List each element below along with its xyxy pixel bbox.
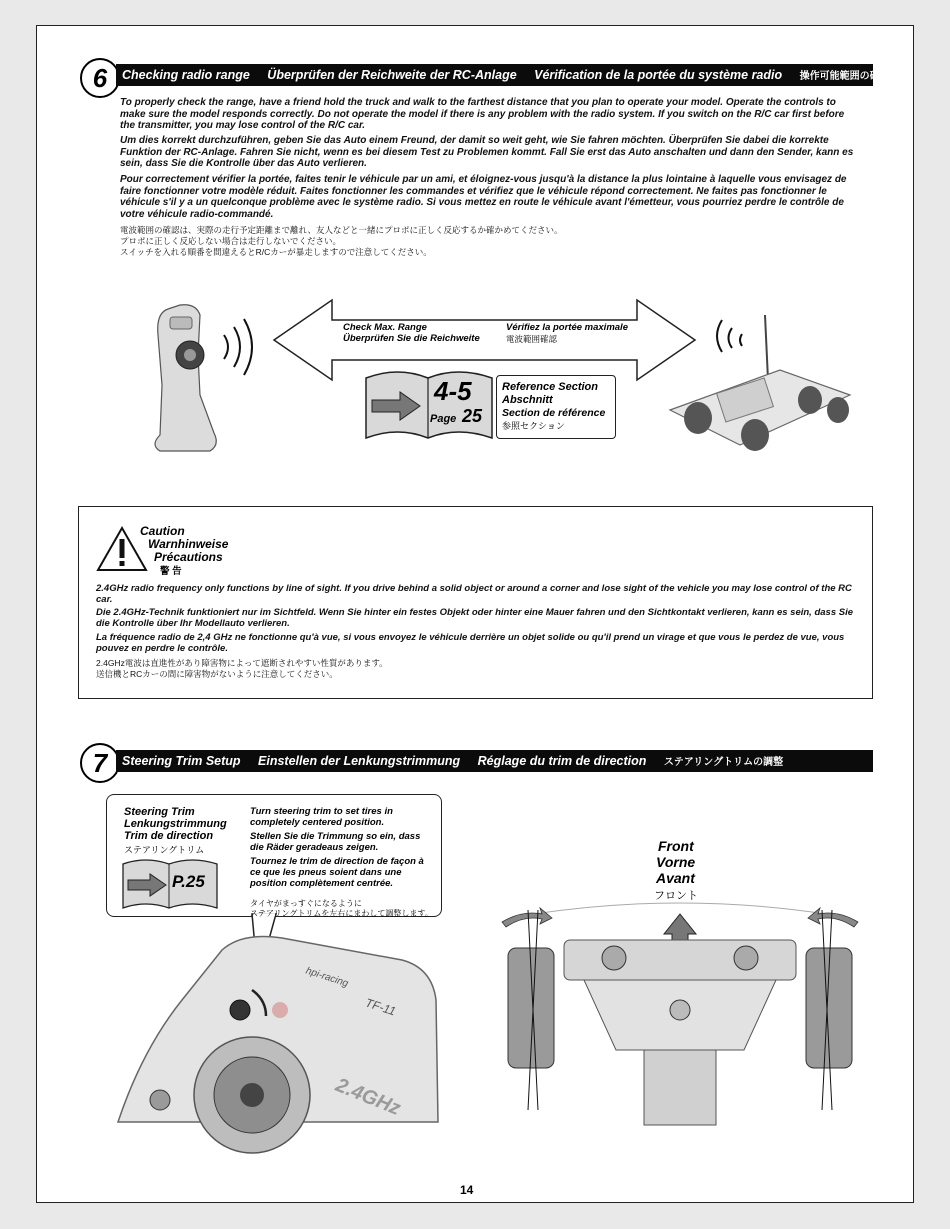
transmitter-brand-label: hpi-racing (304, 965, 350, 990)
front-label-jp: フロント (654, 890, 698, 902)
step-7-title-bar (116, 750, 873, 772)
step-7-number: 7 (80, 743, 120, 783)
ref-page-label: Page (430, 413, 457, 425)
caution-title-jp: 警 告 (160, 566, 182, 577)
ref-section-number: 4-5 (434, 376, 472, 406)
chassis-top-view-illustration (494, 900, 866, 1125)
arrow-label-de: Überprüfen Sie die Reichweite (343, 333, 480, 344)
step-6-title-jp: 操作可能範囲の確認 (799, 71, 890, 82)
step-7-title-fr: Réglage du trim de direction (477, 754, 647, 768)
step-6-text-jp-3: スイッチを入れる順番を間違えるとR/Cカーが暴走しますので注意してください。 (120, 247, 432, 257)
arrow-label-jp: 電波範囲確認 (506, 334, 558, 344)
callout-text-jp-1: タイヤがまっすぐになるように (250, 899, 362, 908)
step-6-number: 6 (80, 58, 120, 98)
callout-text-en: Turn steering trim to set tires in completely centered position. (250, 806, 393, 828)
callout-text-fr: Tournez le trim de direction de façon à ce que les pneus soient dans une position complètement centrée. (250, 856, 424, 889)
ref-label-de: Abschnitt (502, 394, 553, 406)
transmitter-frequency-label: 2.4GHz (332, 1074, 404, 1120)
step-6-title-en: Checking radio range (122, 68, 250, 82)
ref-label-en: Reference Section (502, 381, 598, 393)
step-6-text-fr: Pour correctement vérifier la portée, faites tenir le véhicule par un ami, et éloignez-vous jusqu'à la distance la plus lointaine à laquelle vous envisagez de faire fonctionner votre modèle réduit. Faites fonctionner les commandes et vérifiez que le véhicule répond correctement. Ne faites pas fonctionner le véhicule s'il y a un quelconque problème avec le système radio. Si vous mettez en route le véhicule avant l'émetteur, vous pourriez perdre le contrôle de votre véhicule radio-commandé. (120, 174, 847, 220)
ref-label-fr: Section de référence (502, 407, 606, 419)
caution-text-jp-1: 2.4GHz電波は直進性があり障害物によって遮断されやすい性質があります。 (96, 658, 388, 668)
arrow-label-en: Check Max. Range (343, 322, 427, 333)
front-label-fr: Avant (656, 870, 695, 886)
front-label-de: Vorne (656, 854, 696, 870)
callout-title-de: Lenkungstrimmung (124, 818, 227, 830)
caution-text-fr: La fréquence radio de 2,4 GHz ne fonctionne qu'à vue, si vous envoyez le véhicule derrière un objet solide ou qu'il prend un virage et que vous le perdez de vue, vous pouvez en perdre le contrôle. (96, 632, 845, 654)
callout-text-jp-2: ステアリングトリムを左右にまわして調整します。 (250, 909, 433, 918)
caution-text-de: Die 2.4GHz-Technik funktioniert nur im Sichtfeld. Wenn Sie hinter ein festes Objekt oder hinter eine Mauer fahren und den Sichtkontakt verlieren, kann es sein, dass Sie die Kontrolle über Ihr Modellauto verlieren. (96, 607, 854, 629)
caution-title-de: Warnhinweise (148, 537, 229, 551)
step-7-title-de: Einstellen der Lenkungstrimmung (258, 754, 461, 768)
callout-book-icon (120, 856, 220, 912)
step-6-text-de: Um dies korrekt durchzuführen, geben Sie das Auto einem Freund, der damit so weit geht, wie Sie fahren möchten. Überprüfen Sie dabei die korrekte Funktion der RC-Anlage. Fahren Sie nicht, wenn es bei diesem Test zu Problemen kommt. Fall Sie erst das Auto anschalten und dann den Sender, kann es sein, dass Sie die Kontrolle über das Auto verlieren. (120, 135, 854, 169)
step-6-title-bar (116, 64, 890, 86)
step-6-text-en: To properly check the range, have a friend hold the truck and walk to the farthest distance that you plan to operate your model. Operate the controls to make sure the model responds correctly. Do not operate the model if there is any problem with the radio system. If you switch on the R/C car first before the transmitter, you may lose control of the R/C car. (120, 97, 845, 131)
transmitter-model-label: TF-11 (363, 995, 398, 1019)
ref-label-jp: 参照セクション (502, 421, 565, 431)
page-number: 14 (460, 1183, 474, 1197)
callout-title-jp: ステアリングトリム (124, 845, 205, 855)
caution-text-en: 2.4GHz radio frequency only functions by line of sight. If you drive behind a solid object or around a corner and lose sight of the vehicle you may lose control of the RC car. (96, 583, 852, 605)
step-6-title-fr: Vérification de la portée du système radio (534, 68, 783, 82)
car-illustration (660, 300, 860, 460)
transmitter-illustration (140, 295, 270, 460)
step-7-title-jp: ステアリングトリムの調整 (663, 757, 784, 768)
caution-text-jp-2: 送信機とRCカーの間に障害物がないように注意してください。 (96, 669, 338, 679)
step-7-title-en: Steering Trim Setup (122, 754, 241, 768)
callout-title-en: Steering Trim (124, 806, 195, 818)
callout-page-ref: P.25 (172, 872, 205, 891)
transmitter-closeup-illustration (112, 930, 440, 1122)
caution-title-en: Caution (140, 524, 185, 538)
front-label-en: Front (658, 838, 694, 854)
caution-title-fr: Précautions (154, 550, 223, 564)
callout-title-fr: Trim de direction (124, 830, 214, 842)
step-6-text-jp-1: 電波範囲の確認は、実際の走行予定距離まで離れ、友人などと一緒にプロポに正しく反応するか確かめてください。 (120, 225, 563, 235)
step-6-text-jp-2: プロポに正しく反応しない場合は走行しないでください。 (120, 236, 342, 246)
ref-page-number: 25 (462, 406, 483, 426)
arrow-label-fr: Vérifiez la portée maximale (506, 322, 628, 333)
step-6-title-de: Überprüfen der Reichweite der RC-Anlage (267, 68, 517, 82)
callout-text-de: Stellen Sie die Trimmung so ein, dass die Räder geradeaus zeigen. (250, 831, 421, 853)
